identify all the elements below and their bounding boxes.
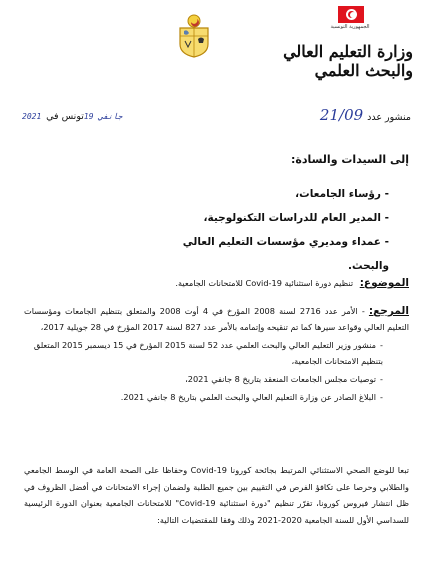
reference-first: المرجع: - الأمر عدد 2716 لسنة 2008 المؤرخ في 4 أوت 2008 والمتعلق بتنظيم الجامعات ومؤسسات التعليم العالي وقواعد سيرها كما تم تنقيحه وإتمامه بالأمر عدد 827 لسنة 2017 المؤرخ في 28 جويلية 2017، <box>24 305 409 332</box>
reference-text: توصيات مجلس الجامعات المنعقد بتاريخ 8 جانفي 2021، <box>185 374 377 384</box>
tunisian-flag-icon <box>338 6 364 23</box>
coat-of-arms-icon <box>177 14 211 62</box>
addressee-item: - رؤساء الجامعات، <box>169 182 389 206</box>
reference-text: منشور وزير التعليم العالي والبحث العلمي عدد 52 لسنة 2015 المؤرخ في 15 ديسمبر 2015 المتعلق بتنظيم الامتحانات الجامعية، <box>33 340 383 366</box>
subject-text: تنظيم دورة استثنائية Covid-19 للامتحانات الجامعية. <box>175 278 354 288</box>
body-paragraph: تبعا للوضع الصحي الاستثنائي المرتبط بجائحة كورونا Covid-19 وحفاظا على الصحة العامة في الوسط الجامعي والطلابي وحرصا على تكافؤ الفرص في التقييم بين جميع الطلبة ولضمان إجراء الامتحانات في أفضل الظروف في ظل انتشار فيروس كورونا، تقرّر تنظيم "دورة استثنائية Covid-19" للامتحانات الجامعية بعنوان الدورة الرئيسية للسداسي الأول للسنة الجامعية 2020-2021 وذلك وفقا للمقتضيات التالية: <box>24 465 410 525</box>
ministry-name <box>283 42 413 80</box>
reference-item: -البلاغ الصادر عن وزارة التعليم العالي والبحث العلمي بتاريخ 8 جانفي 2021. <box>120 392 383 402</box>
subject-line <box>24 277 409 289</box>
addressee-item: - المدير العام للدراسات التكنولوجية، <box>169 206 389 230</box>
references-section <box>24 303 409 405</box>
ministry-line-2: والبحث العلمي <box>314 61 413 80</box>
circular-number: 21/09 <box>319 106 364 124</box>
ministry-line-1: وزارة التعليم العالي <box>283 42 413 61</box>
city-date-line <box>22 111 128 122</box>
reference-item: -منشور وزير التعليم العالي والبحث العلمي عدد 52 لسنة 2015 المؤرخ في 15 ديسمبر 2015 المتعلق بتنظيم الامتحانات الجامعية، <box>33 340 383 366</box>
date-stamp: 2021 جانفي 19 <box>22 112 123 121</box>
circular-label: منشور عدد <box>367 112 411 123</box>
republic-label: الجمهورية التونسية <box>330 24 370 30</box>
reference-text: البلاغ الصادر عن وزارة التعليم العالي والبحث العلمي بتاريخ 8 جانفي 2021. <box>120 392 377 402</box>
reference-item: -توصيات مجلس الجامعات المنعقد بتاريخ 8 جانفي 2021، <box>185 374 383 384</box>
subject-label: الموضوع: <box>359 277 409 289</box>
circular-number-line <box>320 106 411 124</box>
addressee-item: - عمداء ومديري مؤسسات التعليم العالي والبحث. <box>169 230 389 278</box>
references-label: المرجع: <box>368 305 409 317</box>
city-label: تونس في <box>46 111 84 122</box>
reference-text: الأمر عدد 2716 لسنة 2008 المؤرخ في 4 أوت 2008 والمتعلق بتنظيم الجامعات ومؤسسات التعليم العالي وقواعد سيرها كما تم تنقيحه وإتمامه بالأمر عدد 827 لسنة 2017 المؤرخ في 28 جويلية 2017، <box>24 306 409 332</box>
addressee-list <box>169 182 389 278</box>
salutation: إلى السيدات والسادة: <box>290 153 409 166</box>
